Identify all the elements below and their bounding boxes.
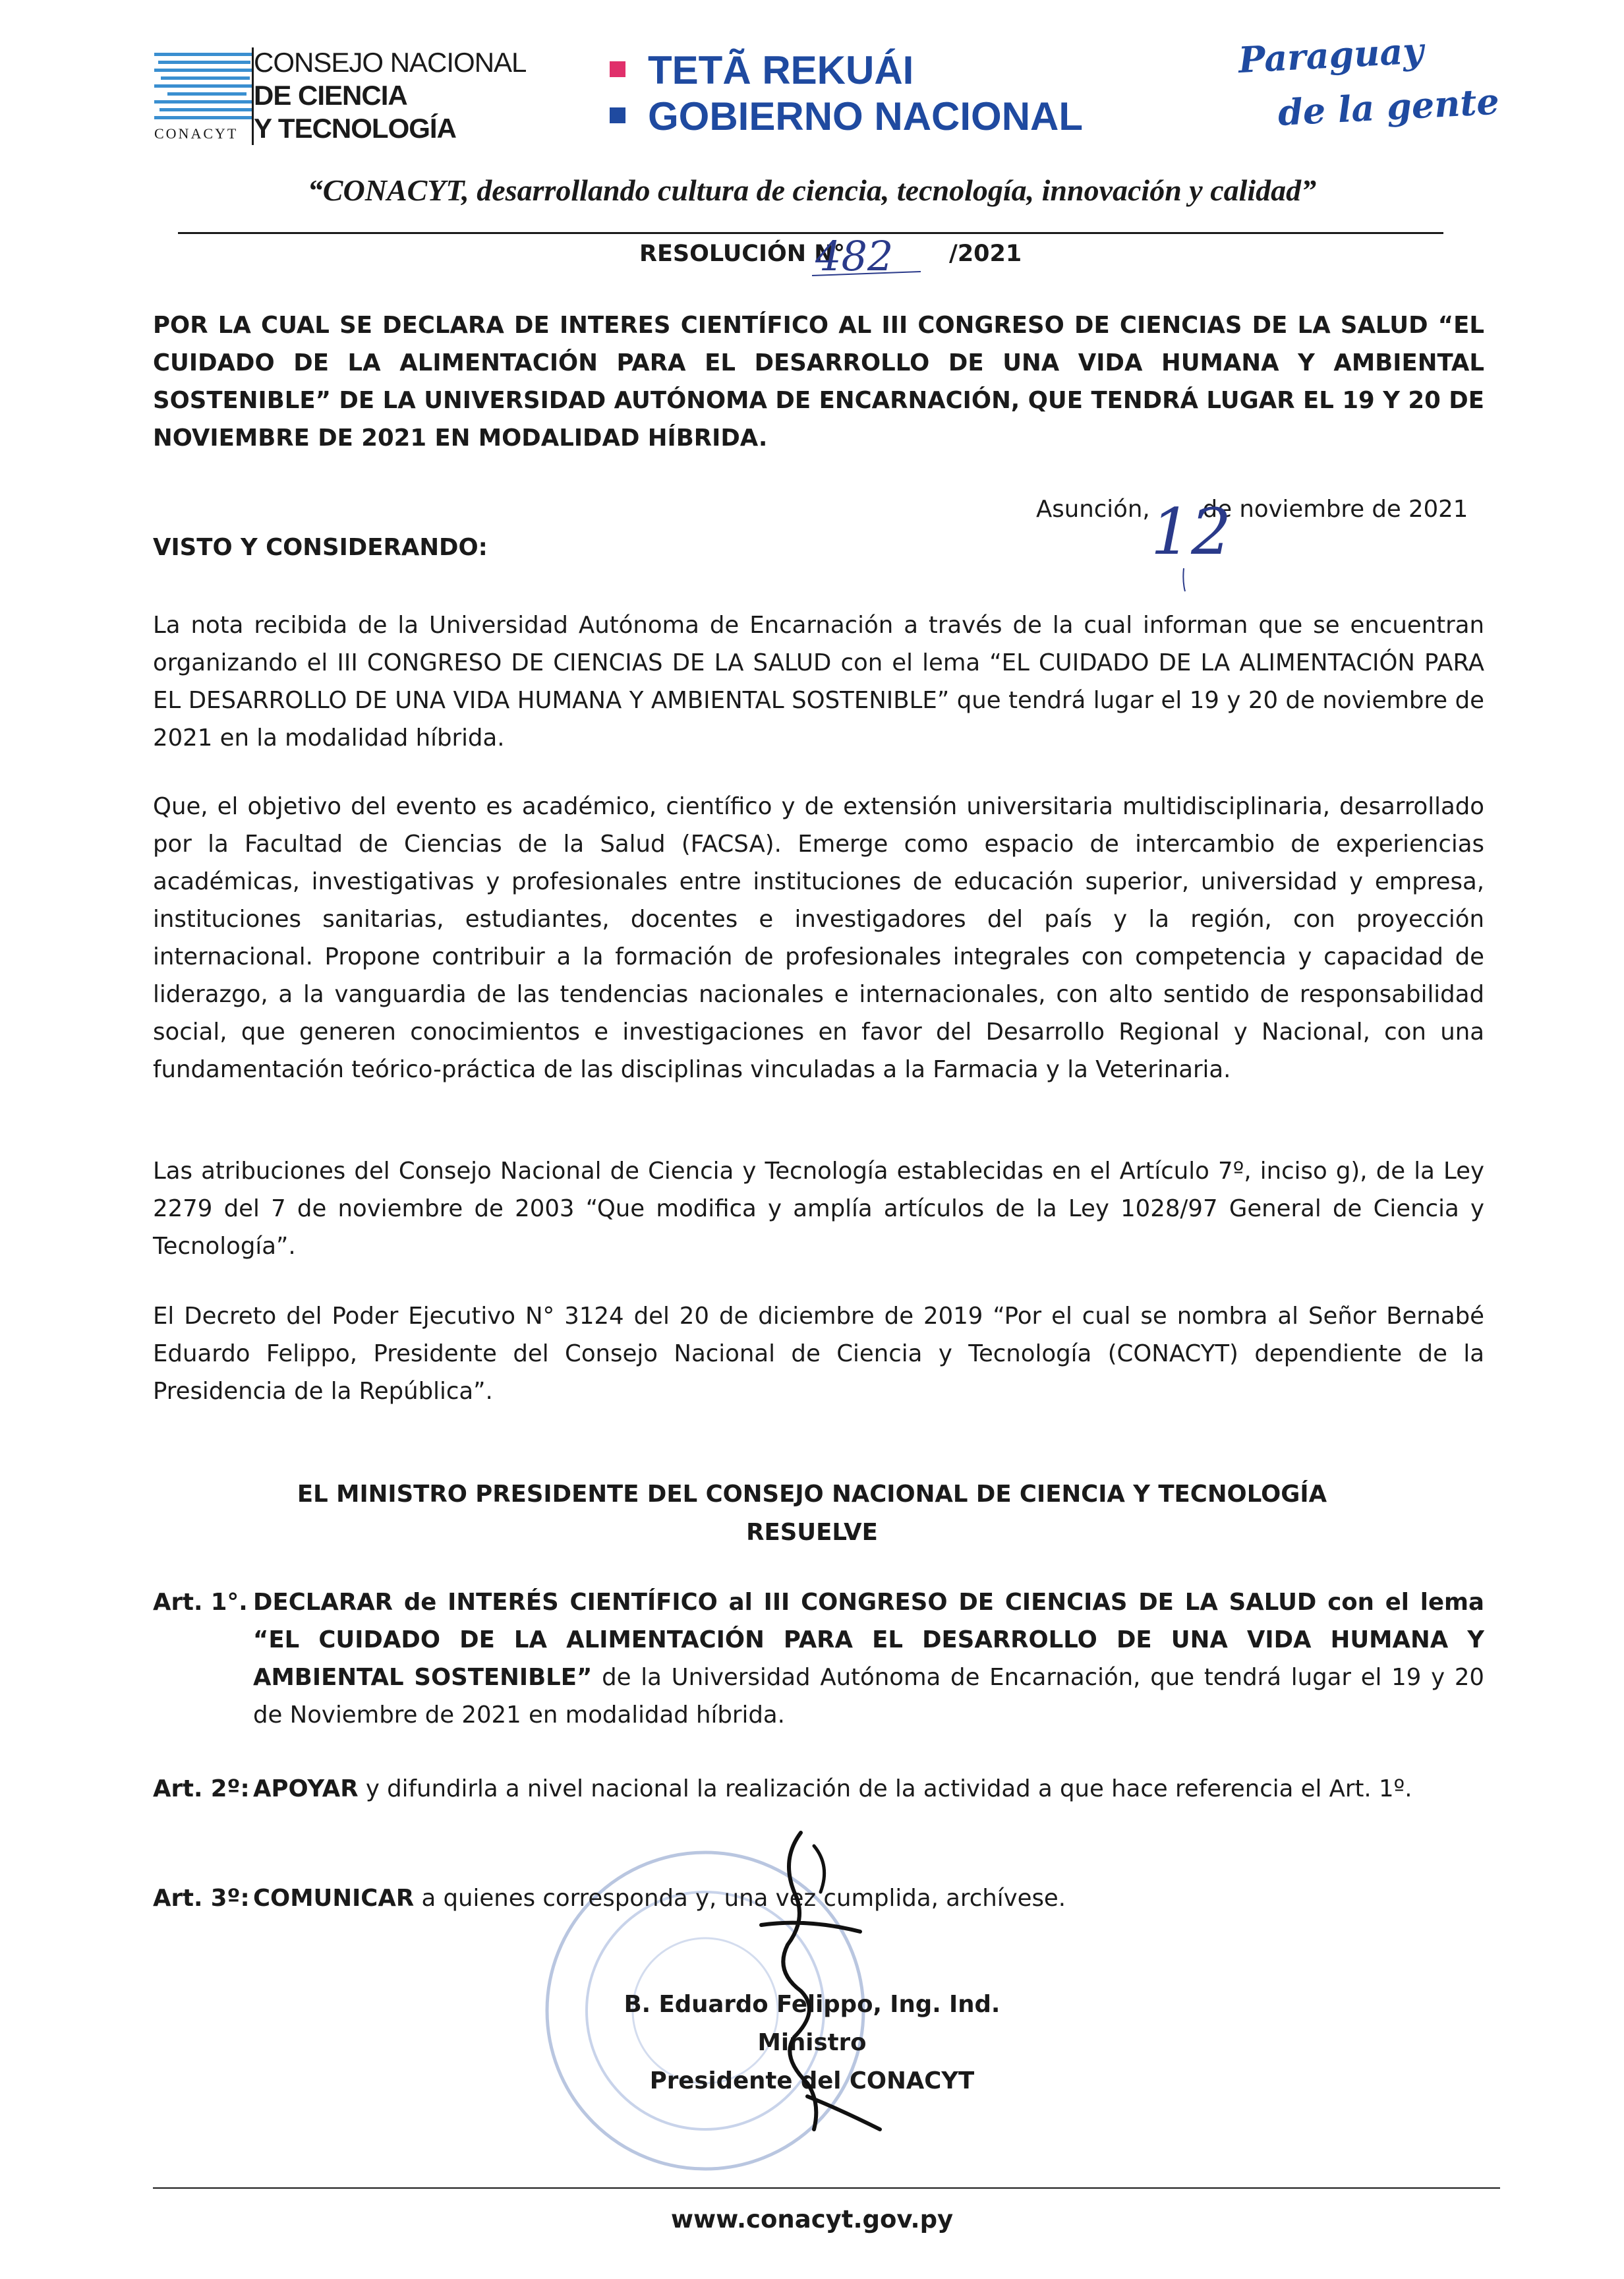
resolution-prefix: RESOLUCIÓN N° (639, 241, 846, 267)
resolution-suffix: /2021 (949, 241, 1022, 267)
signer-title: Presidente del CONACYT (649, 2067, 975, 2094)
article-3-bold: COMUNICAR (253, 1885, 415, 1912)
resolve-heading (0, 1475, 1624, 1552)
institution-motto: “CONACYT, desarrollando cultura de ciencia, tecnología, innovación y calidad” (307, 173, 1317, 207)
article-1-label: Art. 1°. (153, 1589, 248, 1616)
document-date (1036, 496, 1468, 523)
conacyt-line3: Y TECNOLOGÍA (254, 113, 456, 144)
article-1-text: de la Universidad Autónoma de Encarnación, que tendrá lugar el 19 y 20 de Noviembre de 2021 en modalidad híbrida. (253, 1664, 1484, 1729)
svg-text:12: 12 (1151, 495, 1232, 569)
blue-square-icon (610, 107, 625, 123)
footer-website: www.conacyt.gov.py (670, 2205, 954, 2234)
conacyt-mini-label: CONACYT (154, 125, 239, 142)
resolve-line1: EL MINISTRO PRESIDENTE DEL CONSEJO NACIONAL DE CIENCIA Y TECNOLOGÍA (297, 1481, 1327, 1508)
signer-role: Ministro (757, 2029, 867, 2056)
article-3-label: Art. 3º: (153, 1885, 250, 1912)
date-rest: de noviembre de 2021 (1202, 496, 1468, 523)
conacyt-institution-name (254, 46, 526, 145)
considerando-paragraph-1: La nota recibida de la Universidad Autónoma de Encarnación a través de la cual informan que se encuentran organizando el III CONGRESO DE CIENCIAS DE LA SALUD con el lema “EL CUIDADO DE LA ALIMENTACIÓN PARA EL DESARROLLO DE UNA VIDA HUMANA Y AMBIENTAL SOSTENIBLE” que tendrá lugar el 19 y 20 de noviembre de 2021 en la modalidad híbrida. (153, 612, 1484, 752)
gov-line1: TETÃ REKUÁI (648, 48, 914, 92)
red-square-icon (610, 61, 625, 77)
considerando-paragraph-3: Las atribuciones del Consejo Nacional de Ciencia y Tecnología establecidas en el Artículo 7º, inciso g), de la Ley 2279 del 7 de noviembre de 2003 “Que modifica y amplía artículos de la Ley 1028/97 General de Ciencia y Tecnología”. (153, 1158, 1484, 1260)
footer-divider (153, 2187, 1500, 2189)
visto-heading: VISTO Y CONSIDERANDO: (153, 534, 488, 561)
considerando-paragraph-2: Que, el objetivo del evento es académico, científico y de extensión universitaria multidisciplinaria, desarrollado por la Facultad de Ciencias de la Salud (FACSA). Emerge como espacio de intercambio de experiencias académicas, investigativas y profesionales entre instituciones de educación superior, universidad y empresa, instituciones sanitarias, estudiantes, docentes e investigadores del país y la región, con proyección internacional. Propone contribuir a la formación de profesionales integrales con competencia y capacidad de liderazgo, a la vanguardia de las tendencias nacionales e internacionales, con alto sentido de responsabilidad social, que generen conocimientos e investigaciones en favor del Desarrollo Regional y Nacional, con una fundamentación teórico-práctica de las disciplinas vinculadas a la Farmacia y la Veterinaria. (153, 793, 1484, 1083)
handwritten-signature (709, 1820, 906, 2149)
gov-line2: GOBIERNO NACIONAL (648, 94, 1083, 138)
date-place: Asunción, (1036, 496, 1150, 523)
government-logo (610, 47, 1083, 140)
header-divider (178, 232, 1443, 234)
article-2-text: y difundirla a nivel nacional la realización de la actividad a que hace referencia el Art. 1º. (358, 1775, 1412, 1802)
slogan-line2: de la gente (1277, 80, 1501, 134)
paraguay-de-la-gente-slogan (1232, 29, 1501, 145)
svg-text:482: 482 (815, 232, 894, 280)
slogan-line1: Paraguay (1237, 29, 1425, 81)
signer-name: B. Eduardo Felippo, Ing. Ind. (624, 1991, 1000, 2018)
conacyt-line1: CONSEJO NACIONAL (254, 47, 527, 78)
resolution-title: POR LA CUAL SE DECLARA DE INTERES CIENTÍFICO AL III CONGRESO DE CIENCIAS DE LA SALUD “EL CUIDADO DE LA ALIMENTACIÓN PARA EL DESARROLLO DE UNA VIDA HUMANA Y AMBIENTAL SOSTENIBLE” DE LA UNIVERSIDAD AUTÓNOMA DE ENCARNACIÓN, QUE TENDRÁ LUGAR EL 19 Y 20 DE NOVIEMBRE DE 2021 EN MODALIDAD HÍBRIDA. (153, 312, 1484, 452)
article-1 (153, 1583, 1484, 1734)
article-2 (153, 1770, 1484, 1808)
article-2-bold: APOYAR (253, 1775, 359, 1802)
considerando-paragraph-4: El Decreto del Poder Ejecutivo N° 3124 del 20 de diciembre de 2019 “Por el cual se nombra al Señor Bernabé Eduardo Felippo, Presidente del Consejo Nacional de Ciencia y Tecnología (CONACYT) dependiente de la Presidencia de la República”. (153, 1303, 1484, 1405)
handwritten-resolution-number (812, 229, 924, 282)
article-1-bold: DECLARAR de INTERÉS CIENTÍFICO al III CONGRESO DE CIENCIAS DE LA SALUD con el lema “EL CUIDADO DE LA ALIMENTACIÓN PARA EL DESARROLLO DE UNA VIDA HUMANA Y AMBIENTAL SOSTENIBLE” (253, 1589, 1484, 1691)
article-3-text: a quienes corresponda y, una vez cumplida, archívese. (414, 1885, 1066, 1912)
handwritten-day (1146, 476, 1232, 595)
conacyt-line2: DE CIENCIA (254, 80, 407, 111)
resolve-line2: RESUELVE (746, 1519, 878, 1546)
article-2-label: Art. 2º: (153, 1775, 250, 1802)
